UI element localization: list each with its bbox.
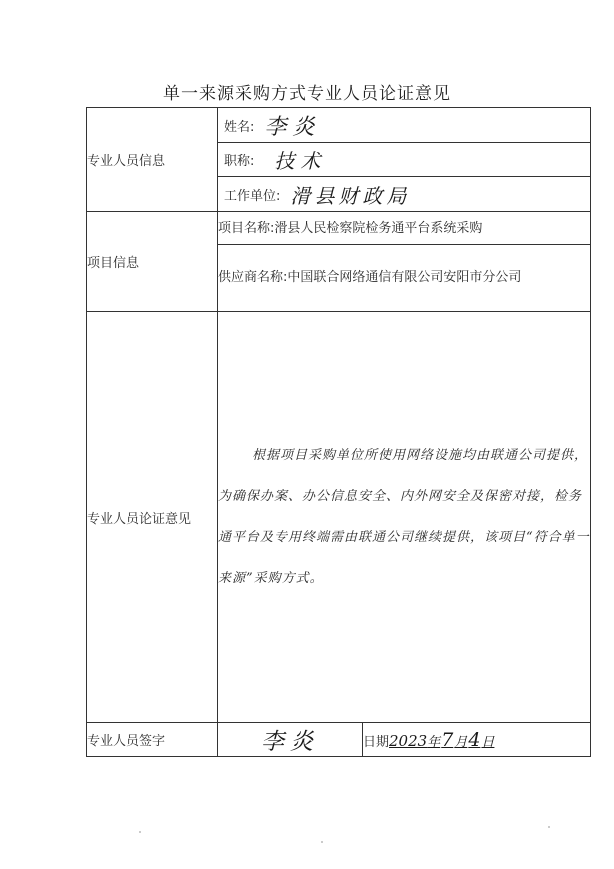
opinion-row <box>87 312 591 723</box>
date-label: 日期 <box>363 734 390 750</box>
work-unit-value: 滑县财政局 <box>290 183 411 208</box>
work-unit-label: 工作单位: <box>224 188 281 204</box>
project-name-label: 项目名称: <box>218 220 275 236</box>
name-row <box>87 108 591 143</box>
date-month-unit: 月 <box>454 734 468 750</box>
date-year: 2023 <box>389 731 428 750</box>
date-year-unit: 年 <box>427 734 441 750</box>
signature-section-label: 专业人员签字 <box>87 723 218 757</box>
project-name-value: 滑县人民检察院检务通平台系统采购 <box>274 220 483 236</box>
date-day-unit: 日 <box>481 734 495 750</box>
scan-speck <box>548 826 550 828</box>
page-title: 单一来源采购方式专业人员论证意见 <box>163 84 451 104</box>
date-day: 4 <box>468 728 481 751</box>
opinion-section-label: 专业人员论证意见 <box>87 312 218 723</box>
signature-cell <box>218 723 363 757</box>
supplier-value: 中国联合网络通信有限公司安阳市分公司 <box>287 270 522 285</box>
date-cell <box>363 723 591 757</box>
name-label: 姓名: <box>224 119 255 135</box>
name-field <box>218 108 591 143</box>
supplier-field <box>218 245 591 312</box>
project-name-row <box>87 212 591 245</box>
signature-row <box>87 723 591 757</box>
argument-form <box>86 107 591 757</box>
title-field <box>218 143 591 177</box>
project-name-field <box>218 212 591 245</box>
supplier-label: 供应商名称: <box>218 270 288 285</box>
unit-field <box>218 177 591 212</box>
job-title-label: 职称: <box>224 154 255 169</box>
signature-value: 李炎 <box>261 729 319 755</box>
name-value: 李炎 <box>264 114 321 140</box>
scan-speck <box>321 841 323 843</box>
date-month: 7 <box>441 728 454 751</box>
project-info-section-label: 项目信息 <box>87 212 218 312</box>
scan-speck <box>139 831 141 833</box>
opinion-text: 根据项目采购单位所使用网络设施均由联通公司提供，为确保办案、办公信息安全、内外网安全及保密对接，检务通平台及专用终端需由联通公司继续提供，该项目“符合单一来源”采购方式。 <box>218 312 591 723</box>
date-value <box>389 728 495 751</box>
expert-info-section-label: 专业人员信息 <box>87 108 218 212</box>
job-title-value: 技术 <box>274 149 327 173</box>
